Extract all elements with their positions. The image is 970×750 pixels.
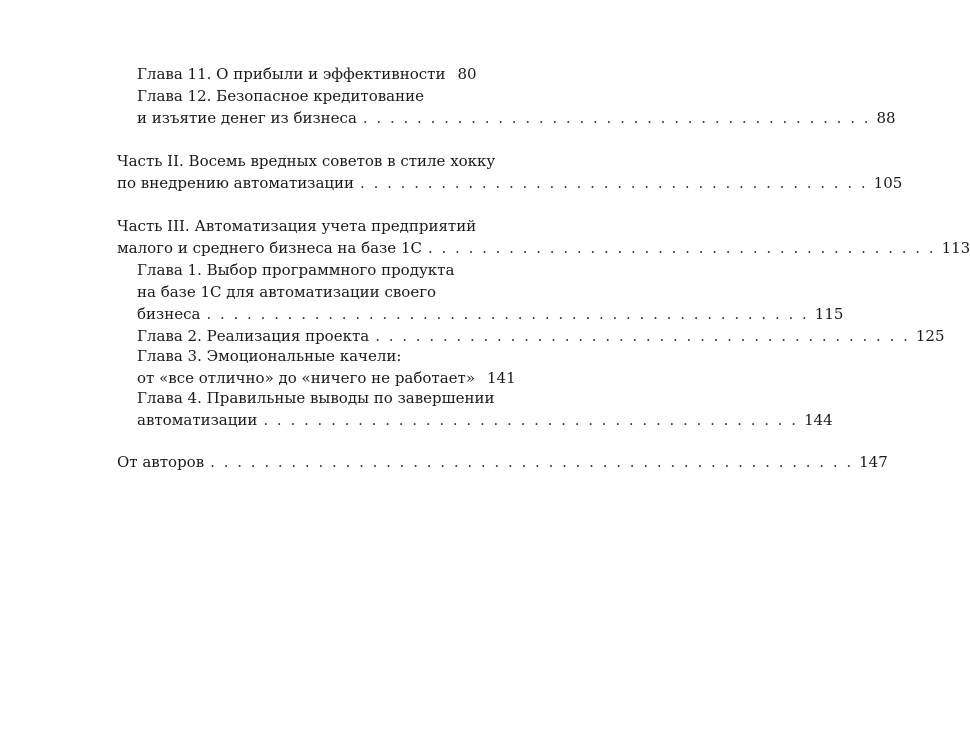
toc-entry-title: Глава 12. Безопасное кредитование (137, 87, 424, 105)
toc-leader-dots: . . . . . . . . . . . . . . . . . . . . . . . . . . . . . . . . . . . . . . (427, 239, 936, 257)
toc-leader-dots: . . . . . . . . . . . . . . . . . . . . . . . . . . . . . . . . . . . . . . (362, 109, 871, 127)
toc-leader-dots: . . . . . . . . . . . . . . . . . . . . . . . . . . . . . . . . . . . . . . . . . . . . . . . . (210, 453, 854, 471)
toc-entry-title: бизнеса (137, 305, 201, 323)
toc-entry-title: Глава 2. Реализация проекта (137, 327, 370, 345)
toc-leader-dots: . . . . . . . . . . . . . . . . . . . . . . . . . . . . . . . . . . . . . . (360, 174, 868, 192)
toc-entry-title: на базе 1С для автоматизации своего (137, 283, 437, 301)
toc-entry-title: Глава 4. Правильные выводы по завершении (137, 389, 495, 407)
toc-leader-dots: . . . . . . . . . . . . . . . . . . . . . . . . . . . . . . . . . . . . . . . . (263, 411, 799, 429)
toc-page-number: 88 (876, 109, 896, 127)
toc-entry-part-3-line1[interactable] (117, 215, 476, 237)
toc-entry-chapter-12-line1[interactable] (137, 85, 476, 107)
toc-entry-title: Глава 11. О прибыли и эффективности (137, 65, 446, 83)
toc-entry-part3-chapter-1-line2[interactable] (137, 281, 476, 303)
toc-page-number: 125 (915, 327, 945, 345)
toc-entry-part-2-line2[interactable] (117, 172, 903, 194)
toc-page-number: 105 (873, 174, 903, 192)
toc-entry-part3-chapter-3-line2[interactable] (137, 367, 516, 389)
toc-entry-title: Глава 1. Выбор программного продукта (137, 261, 455, 279)
toc-entry-part3-chapter-1-line3[interactable] (137, 303, 844, 325)
toc-leader-dots: . . . . . . . . . . . . . . . . . . . . . . . . . . . . . . . . . . . . . . . . . . . . . (206, 305, 809, 323)
toc-entry-title: от «все отлично» до «ничего не работает» (137, 369, 476, 387)
toc-entry-part3-chapter-3-line1[interactable] (137, 345, 476, 367)
toc-page-number: 113 (941, 239, 970, 257)
toc-leader-dots: . . . . . . . . . . . . . . . . . . . . . . . . . . . . . . . . . . . . . . . . (375, 327, 910, 345)
toc-page-number: 115 (814, 305, 844, 323)
toc-entry-chapter-11[interactable] (137, 63, 476, 85)
toc-entry-title: и изъятие денег из бизнеса (137, 109, 357, 127)
toc-entry-title: Часть III. Автоматизация учета предприятий (117, 217, 477, 235)
toc-entry-part3-chapter-2[interactable] (137, 325, 945, 347)
toc-page-number: 80 (457, 65, 477, 83)
toc-entry-part3-chapter-1-line1[interactable] (137, 259, 476, 281)
toc-page-number: 147 (859, 453, 888, 471)
toc-entry-part3-chapter-4-line1[interactable] (137, 387, 495, 409)
toc-entry-part-3-line2[interactable] (117, 237, 970, 259)
toc-entry-part3-chapter-4-line2[interactable] (137, 409, 833, 431)
toc-entry-title: Глава 3. Эмоциональные качели: (137, 347, 402, 365)
toc-entry-title: малого и среднего бизнеса на базе 1С (117, 239, 422, 257)
toc-entry-title: автоматизации (137, 411, 258, 429)
toc-entry-chapter-12-line2[interactable] (137, 107, 896, 129)
toc-entry-title: по внедрению автоматизации (117, 174, 355, 192)
toc-page-number: 144 (804, 411, 833, 429)
toc-entry-title: От авторов (117, 453, 205, 471)
toc-entry-title: Часть II. Восемь вредных советов в стиле хокку (117, 152, 496, 170)
toc-entry-from-authors[interactable] (117, 451, 888, 473)
toc-page-number: 141 (487, 369, 516, 387)
toc-entry-part-2-line1[interactable] (117, 150, 496, 172)
